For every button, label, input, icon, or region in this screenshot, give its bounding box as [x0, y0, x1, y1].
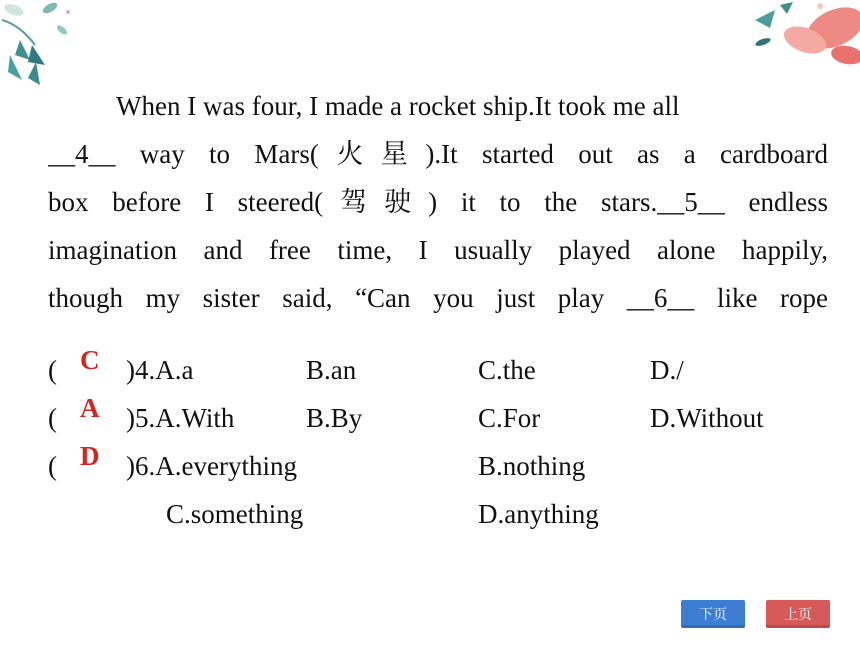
passage-line: When I was four, I made a rocket ship.It took me all	[116, 91, 680, 121]
option-a: )6.A.everything	[126, 451, 297, 481]
floral-decoration-right	[735, 0, 860, 70]
passage-line: imagination and free time, I usually played alone happily,	[48, 235, 828, 265]
previous-page-button[interactable]: 上页	[766, 600, 830, 628]
option-c: C.the	[478, 355, 536, 385]
option-d: D.anything	[478, 499, 599, 529]
option-c: C.For	[478, 403, 541, 433]
option-a: )5.A.With	[126, 403, 235, 433]
floral-decoration-left	[0, 0, 80, 95]
answer-mark: C	[80, 345, 100, 375]
option-b: B.nothing	[478, 451, 586, 481]
answer-mark: A	[80, 393, 100, 423]
option-b: B.an	[306, 355, 357, 385]
passage-line: though my sister said, “Can you just play __6__ like rope	[48, 283, 828, 313]
reading-passage	[48, 82, 828, 322]
next-page-button[interactable]: 下页	[681, 600, 745, 628]
passage-line: box before I steered(驾驶) it to the stars.__5__ endless	[48, 187, 828, 217]
option-d: D./	[650, 355, 684, 385]
passage-line: __4__ way to Mars(火星).It started out as a cardboard	[48, 139, 828, 169]
option-d: D.Without	[650, 403, 764, 433]
option-b: B.By	[306, 403, 363, 433]
answer-paren: (	[48, 355, 57, 385]
option-a: )4.A.a	[126, 355, 194, 385]
answer-paren: (	[48, 451, 57, 481]
answer-paren: (	[48, 403, 57, 433]
answer-mark: D	[80, 441, 100, 471]
option-c: C.something	[166, 499, 304, 529]
